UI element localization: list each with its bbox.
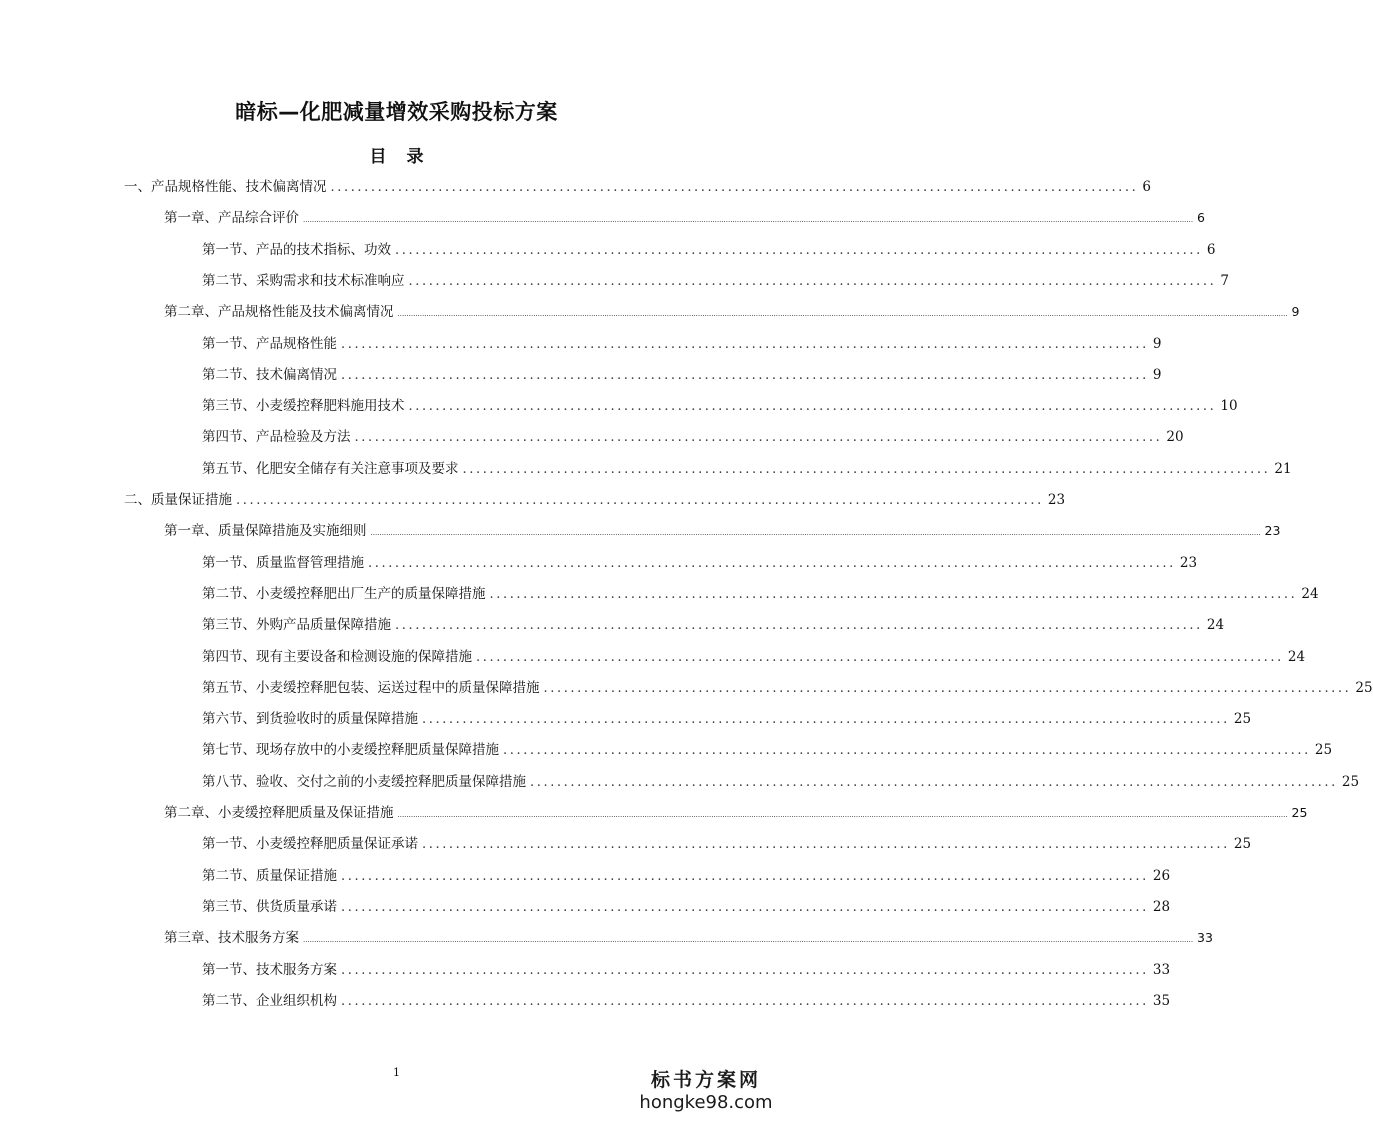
toc-entry-title: 第七节、现场存放中的小麦缓控释肥质量保障措施 [202, 742, 499, 758]
toc-dot-leader: ........................................................................................................................ [503, 743, 1311, 758]
toc-entry-page: 24 [1301, 586, 1319, 602]
toc-entry-page: 23 [1179, 555, 1198, 571]
toc-dot-leader: ........................................................................................................................ [395, 618, 1203, 633]
toc-entry-title: 第三节、外购产品质量保障措施 [202, 617, 391, 633]
toc-entry[interactable] [202, 642, 1306, 672]
toc-entry[interactable] [164, 516, 1281, 546]
toc-entry-title: 第五节、小麦缓控释肥包装、运送过程中的质量保障措施 [202, 680, 540, 696]
toc-entry-title: 第二节、采购需求和技术标准响应 [202, 273, 405, 289]
toc-entry-title: 第一节、小麦缓控释肥质量保证承诺 [202, 836, 418, 852]
toc-entry-title: 第二章、产品规格性能及技术偏离情况 [164, 304, 394, 320]
toc-entry-title: 第三节、小麦缓控释肥料施用技术 [202, 398, 405, 414]
toc-entry[interactable] [124, 172, 1151, 202]
toc-dot-leader: ................................................................................................................................................................................................................................................................................................................................................................................................................ [370, 529, 1261, 537]
toc-entry-title: 第三节、供货质量承诺 [202, 899, 337, 915]
toc-dot-leader: ........................................................................................................................ [341, 368, 1149, 383]
toc-entry-title: 第四节、现有主要设备和检测设施的保障措施 [202, 649, 472, 665]
toc-dot-leader: ........................................................................................................................ [368, 556, 1176, 571]
toc-dot-leader: ........................................................................................................................ [341, 869, 1149, 884]
toc-entry[interactable] [202, 829, 1252, 859]
toc-entry-page: 6 [1206, 242, 1216, 258]
toc-entry-title: 二、质量保证措施 [124, 492, 232, 508]
toc-entry-page: 25 [1291, 805, 1308, 820]
toc-entry[interactable] [202, 548, 1198, 578]
toc-entry[interactable] [164, 203, 1205, 233]
toc-dot-leader: ........................................................................................................................ [341, 900, 1149, 915]
toc-entry-page: 10 [1220, 398, 1238, 414]
toc-entry-page: 9 [1152, 336, 1162, 352]
toc-entry-page: 6 [1142, 179, 1151, 195]
toc-entry-page: 7 [1220, 273, 1229, 289]
toc-entry[interactable] [202, 422, 1184, 452]
toc-entry-page: 21 [1274, 461, 1292, 477]
toc-entry-page: 9 [1291, 304, 1300, 319]
toc-entry-page: 24 [1287, 649, 1306, 665]
site-watermark [631, 1068, 781, 1114]
toc-entry-page: 25 [1314, 742, 1333, 758]
toc-entry[interactable] [124, 485, 1066, 515]
toc-dot-leader: ........................................................................................................................ [341, 337, 1149, 352]
toc-entry[interactable] [164, 923, 1213, 953]
toc-entry-title: 第一节、技术服务方案 [202, 962, 337, 978]
toc-entry-title: 第二节、质量保证措施 [202, 868, 337, 884]
toc-entry-title: 第八节、验收、交付之前的小麦缓控释肥质量保障措施 [202, 774, 526, 790]
toc-dot-leader: ........................................................................................................................ [408, 399, 1217, 414]
toc-entry-title: 第二章、小麦缓控释肥质量及保证措施 [164, 805, 394, 821]
toc-entry-page: 28 [1152, 899, 1171, 915]
toc-entry-title: 第五节、化肥安全储存有关注意事项及要求 [202, 461, 459, 477]
toc-entry-page: 33 [1152, 962, 1171, 978]
toc-entry-page: 23 [1047, 492, 1066, 508]
toc-entry-title: 第一章、产品综合评价 [164, 210, 299, 226]
toc-dot-leader: ........................................................................................................................ [354, 430, 1163, 445]
toc-dot-leader: ................................................................................................................................................................................................................................................................................................................................................................................................................ [397, 310, 1288, 318]
toc-entry-page: 20 [1166, 429, 1184, 445]
toc-entry[interactable] [164, 297, 1300, 327]
toc-entry[interactable] [202, 360, 1162, 390]
watermark-site: hongke98.com [639, 1092, 773, 1113]
toc-dot-leader: ........................................................................................................................ [236, 493, 1044, 508]
toc-entry[interactable] [202, 454, 1292, 484]
toc-entry[interactable] [202, 329, 1162, 359]
toc-dot-leader: ........................................................................................................................ [330, 180, 1139, 195]
toc-dot-leader: ........................................................................................................................ [462, 462, 1271, 477]
toc-entry-title: 第二节、企业组织机构 [202, 993, 337, 1009]
toc-entry-page: 25 [1355, 680, 1373, 696]
toc-entry[interactable] [202, 735, 1333, 765]
toc-entry-page: 33 [1197, 930, 1213, 945]
toc-dot-leader: ........................................................................................................................ [341, 994, 1149, 1009]
toc-dot-leader: ........................................................................................................................ [422, 712, 1230, 727]
toc-dot-leader: ........................................................................................................................ [341, 963, 1149, 978]
toc-entry-page: 24 [1206, 617, 1225, 633]
toc-entry-title: 第一章、质量保障措施及实施细则 [164, 523, 367, 539]
toc-entry[interactable] [202, 266, 1229, 296]
toc-dot-leader: ........................................................................................................................ [395, 243, 1203, 258]
toc-entry[interactable] [202, 610, 1225, 640]
toc-entry-page: 23 [1264, 523, 1281, 538]
toc-entry-page: 26 [1152, 868, 1171, 884]
toc-entry[interactable] [202, 391, 1238, 421]
toc-entry-title: 第一节、产品的技术指标、功效 [202, 242, 391, 258]
toc-entry-title: 第一节、产品规格性能 [202, 336, 337, 352]
toc-entry-page: 9 [1152, 367, 1162, 383]
toc-entry[interactable] [202, 861, 1171, 891]
toc-entry-page: 25 [1233, 711, 1252, 727]
toc-entry-page: 25 [1341, 774, 1360, 790]
toc-entry[interactable] [202, 673, 1373, 703]
toc-entry-page: 6 [1197, 210, 1205, 225]
toc-entry-title: 第二节、技术偏离情况 [202, 367, 337, 383]
toc-entry[interactable] [202, 767, 1360, 797]
toc-entry-title: 第一节、质量监督管理措施 [202, 555, 364, 571]
toc-dot-leader: ........................................................................................................................ [408, 274, 1217, 289]
toc-dot-leader: ................................................................................................................................................................................................................................................................................................................................................................................................................ [303, 216, 1194, 224]
page-number: 1 [393, 1066, 400, 1079]
toc-entry-title: 第六节、到货验收时的质量保障措施 [202, 711, 418, 727]
toc-entry[interactable] [202, 235, 1216, 265]
toc-entry[interactable] [202, 955, 1171, 985]
toc-dot-leader: ........................................................................................................................ [489, 587, 1298, 602]
toc-heading: 目 录 [369, 147, 424, 167]
toc-dot-leader: ........................................................................................................................ [543, 681, 1352, 696]
toc-entry-title: 第四节、产品检验及方法 [202, 429, 351, 445]
toc-entry-title: 第二节、小麦缓控释肥出厂生产的质量保障措施 [202, 586, 486, 602]
toc-dot-leader: ........................................................................................................................ [530, 775, 1338, 790]
toc-entry-page: 25 [1233, 836, 1252, 852]
toc-dot-leader: ........................................................................................................................ [422, 837, 1230, 852]
toc-dot-leader: ........................................................................................................................ [476, 650, 1284, 665]
toc-entry[interactable] [202, 579, 1319, 609]
watermark-name: 标书方案网 [650, 1069, 761, 1091]
toc-entry-title: 第三章、技术服务方案 [164, 930, 299, 946]
toc-entry[interactable] [164, 798, 1308, 828]
toc-dot-leader: ................................................................................................................................................................................................................................................................................................................................................................................................................ [397, 811, 1288, 819]
toc-entry[interactable] [202, 892, 1171, 922]
toc-entry[interactable] [202, 704, 1252, 734]
document-title: 暗标—化肥减量增效采购投标方案 [235, 100, 558, 124]
toc-entry[interactable] [202, 986, 1171, 1016]
toc-dot-leader: ................................................................................................................................................................................................................................................................................................................................................................................................................ [303, 936, 1194, 944]
toc-entry-title: 一、产品规格性能、技术偏离情况 [124, 179, 327, 195]
toc-entry-page: 35 [1152, 993, 1171, 1009]
